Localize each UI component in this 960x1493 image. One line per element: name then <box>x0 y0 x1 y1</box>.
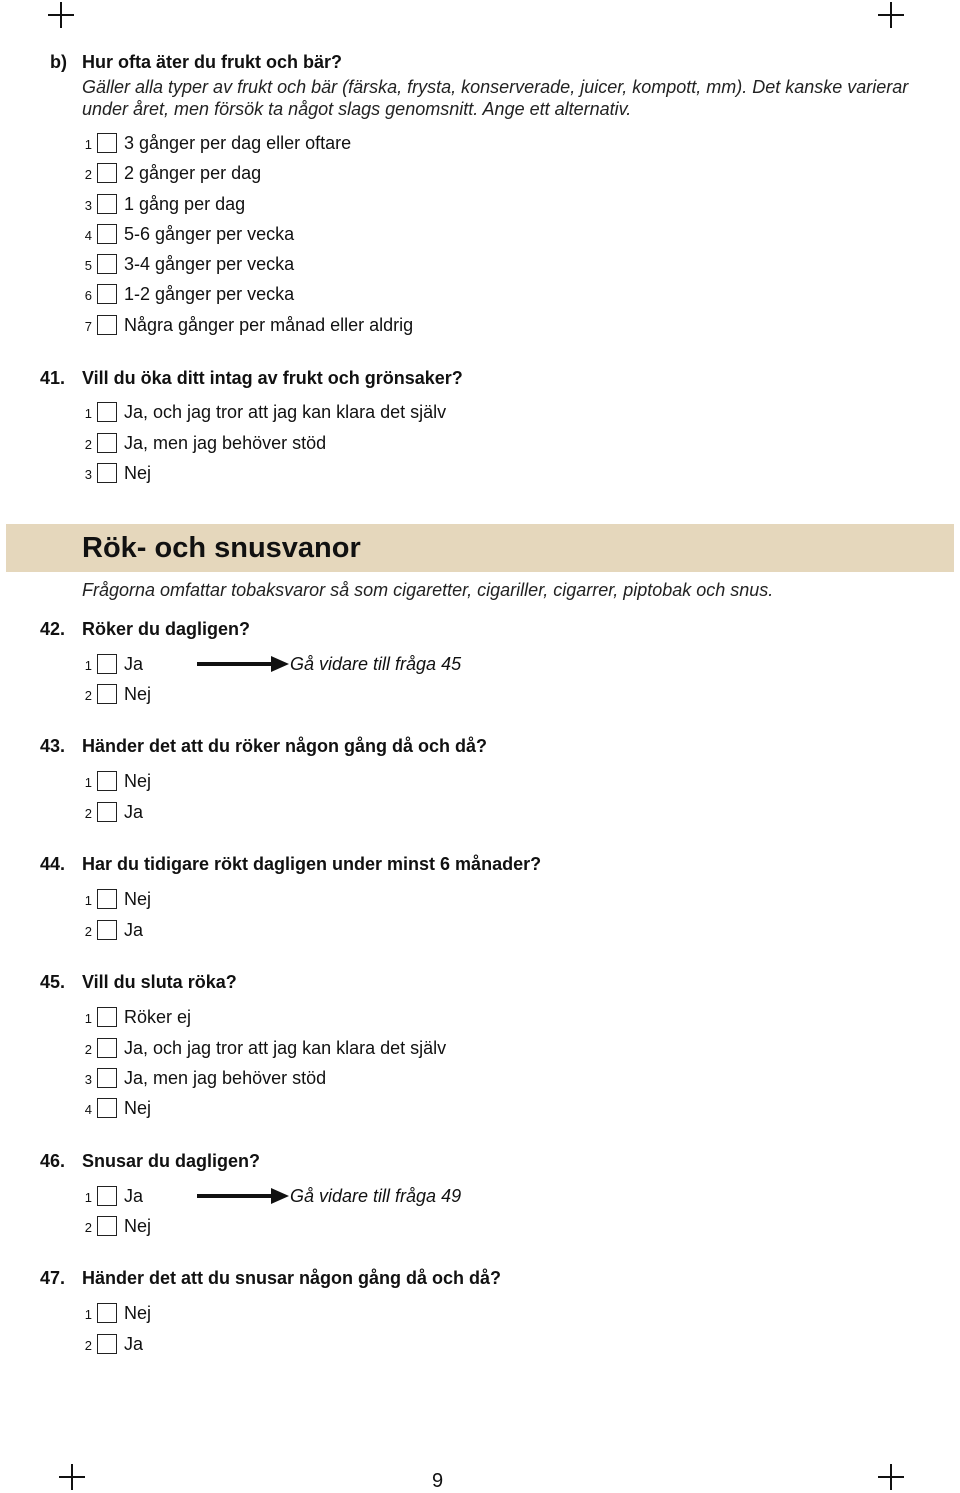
option-label: Nej <box>124 1303 152 1323</box>
checkbox-icon[interactable] <box>97 654 117 674</box>
option-label: Nej <box>124 889 152 909</box>
option-code: 2 <box>84 1220 92 1235</box>
option-label: Nej <box>124 684 152 704</box>
registration-mark-icon <box>59 1464 85 1490</box>
option-label: Ja, men jag behöver stöd <box>124 1068 327 1088</box>
option-code: 1 <box>84 137 92 152</box>
checkbox-icon[interactable] <box>97 254 117 274</box>
option-code: 1 <box>84 1011 92 1026</box>
option-label: Ja <box>124 920 144 940</box>
question-text: Vill du sluta röka? <box>82 972 237 992</box>
checkbox-icon[interactable] <box>97 1334 117 1354</box>
checkbox-icon[interactable] <box>97 1186 117 1206</box>
registration-mark-icon <box>878 1464 904 1490</box>
option-code: 3 <box>84 467 92 482</box>
option-code: 2 <box>84 437 92 452</box>
question-text: Händer det att du snusar någon gång då och då? <box>82 1268 502 1288</box>
skip-instruction: Gå vidare till fråga 45 <box>290 654 462 674</box>
checkbox-icon[interactable] <box>97 163 117 183</box>
option-label: 3 gånger per dag eller oftare <box>124 133 352 153</box>
option-code: 4 <box>84 1102 92 1117</box>
question-number: 44. <box>40 854 66 874</box>
option-code: 1 <box>84 1190 92 1205</box>
option-code: 2 <box>84 688 92 703</box>
checkbox-icon[interactable] <box>97 433 117 453</box>
checkbox-icon[interactable] <box>97 194 117 214</box>
option-label: Ja <box>124 1186 144 1206</box>
question-text: Har du tidigare rökt dagligen under minst 6 månader? <box>82 854 542 874</box>
option-label: Ja <box>124 1334 144 1354</box>
question-text: Hur ofta äter du frukt och bär? <box>82 52 343 72</box>
option-code: 2 <box>84 924 92 939</box>
option-label: 2 gånger per dag <box>124 163 262 183</box>
option-code: 5 <box>84 258 92 273</box>
checkbox-icon[interactable] <box>97 315 117 335</box>
checkbox-icon[interactable] <box>97 224 117 244</box>
right-arrow-icon <box>197 1188 289 1204</box>
question-number: b) <box>50 52 67 72</box>
checkbox-icon[interactable] <box>97 1038 117 1058</box>
right-arrow-icon <box>197 656 289 672</box>
option-code: 3 <box>84 1072 92 1087</box>
checkbox-icon[interactable] <box>97 920 117 940</box>
question-number: 42. <box>40 619 66 639</box>
question-text: Händer det att du röker någon gång då och då? <box>82 736 488 756</box>
question-number: 45. <box>40 972 66 992</box>
question-text: Röker du dagligen? <box>82 619 251 639</box>
option-label: 5-6 gånger per vecka <box>124 224 295 244</box>
checkbox-icon[interactable] <box>97 1098 117 1118</box>
option-code: 1 <box>84 1307 92 1322</box>
option-label: Nej <box>124 1216 152 1236</box>
option-label: Nej <box>124 771 152 791</box>
option-label: Röker ej <box>124 1007 192 1027</box>
registration-mark-icon <box>878 2 904 28</box>
checkbox-icon[interactable] <box>97 1007 117 1027</box>
option-code: 2 <box>84 167 92 182</box>
option-code: 3 <box>84 198 92 213</box>
section-header-band <box>6 524 954 572</box>
section-title: Rök- och snusvanor <box>82 532 361 564</box>
option-label: 1 gång per dag <box>124 194 246 214</box>
checkbox-icon[interactable] <box>97 133 117 153</box>
question-number: 46. <box>40 1151 66 1171</box>
question-text: Snusar du dagligen? <box>82 1151 261 1171</box>
checkbox-icon[interactable] <box>97 1216 117 1236</box>
question-number: 47. <box>40 1268 66 1288</box>
checkbox-icon[interactable] <box>97 802 117 822</box>
section-note: Frågorna omfattar tobaksvaror så som cigaretter, cigariller, cigarrer, piptobak och snus. <box>82 580 774 600</box>
option-label: Ja <box>124 802 144 822</box>
option-label: Ja, och jag tror att jag kan klara det själv <box>124 402 447 422</box>
checkbox-icon[interactable] <box>97 463 117 483</box>
checkbox-icon[interactable] <box>97 889 117 909</box>
registration-mark-icon <box>48 2 74 28</box>
checkbox-icon[interactable] <box>97 284 117 304</box>
option-code: 2 <box>84 1338 92 1353</box>
question-number: 41. <box>40 368 66 388</box>
option-label: Nej <box>124 1098 152 1118</box>
option-label: Några gånger per månad eller aldrig <box>124 315 414 335</box>
option-code: 2 <box>84 1042 92 1057</box>
option-code: 1 <box>84 893 92 908</box>
option-code: 1 <box>84 406 92 421</box>
option-code: 6 <box>84 288 92 303</box>
option-label: Ja, men jag behöver stöd <box>124 433 327 453</box>
page-number: 9 <box>432 1470 444 1492</box>
option-label: Nej <box>124 463 152 483</box>
option-code: 4 <box>84 228 92 243</box>
option-label: Ja, och jag tror att jag kan klara det själv <box>124 1038 447 1058</box>
option-code: 2 <box>84 806 92 821</box>
option-code: 7 <box>84 319 92 334</box>
question-number: 43. <box>40 736 66 756</box>
option-label: 3-4 gånger per vecka <box>124 254 295 274</box>
checkbox-icon[interactable] <box>97 771 117 791</box>
checkbox-icon[interactable] <box>97 684 117 704</box>
option-label: Ja <box>124 654 144 674</box>
option-code: 1 <box>84 775 92 790</box>
checkbox-icon[interactable] <box>97 402 117 422</box>
option-code: 1 <box>84 658 92 673</box>
skip-instruction: Gå vidare till fråga 49 <box>290 1186 462 1206</box>
question-instructions: Gäller alla typer av frukt och bär (färska, frysta, konserverade, juicer, kompott, mm). Det kanske varierar under året, men försök ta något slags genomsnitt. Ange ett alternativ. <box>82 77 909 119</box>
question-text: Vill du öka ditt intag av frukt och grönsaker? <box>82 368 463 388</box>
checkbox-icon[interactable] <box>97 1068 117 1088</box>
checkbox-icon[interactable] <box>97 1303 117 1323</box>
option-label: 1-2 gånger per vecka <box>124 284 295 304</box>
